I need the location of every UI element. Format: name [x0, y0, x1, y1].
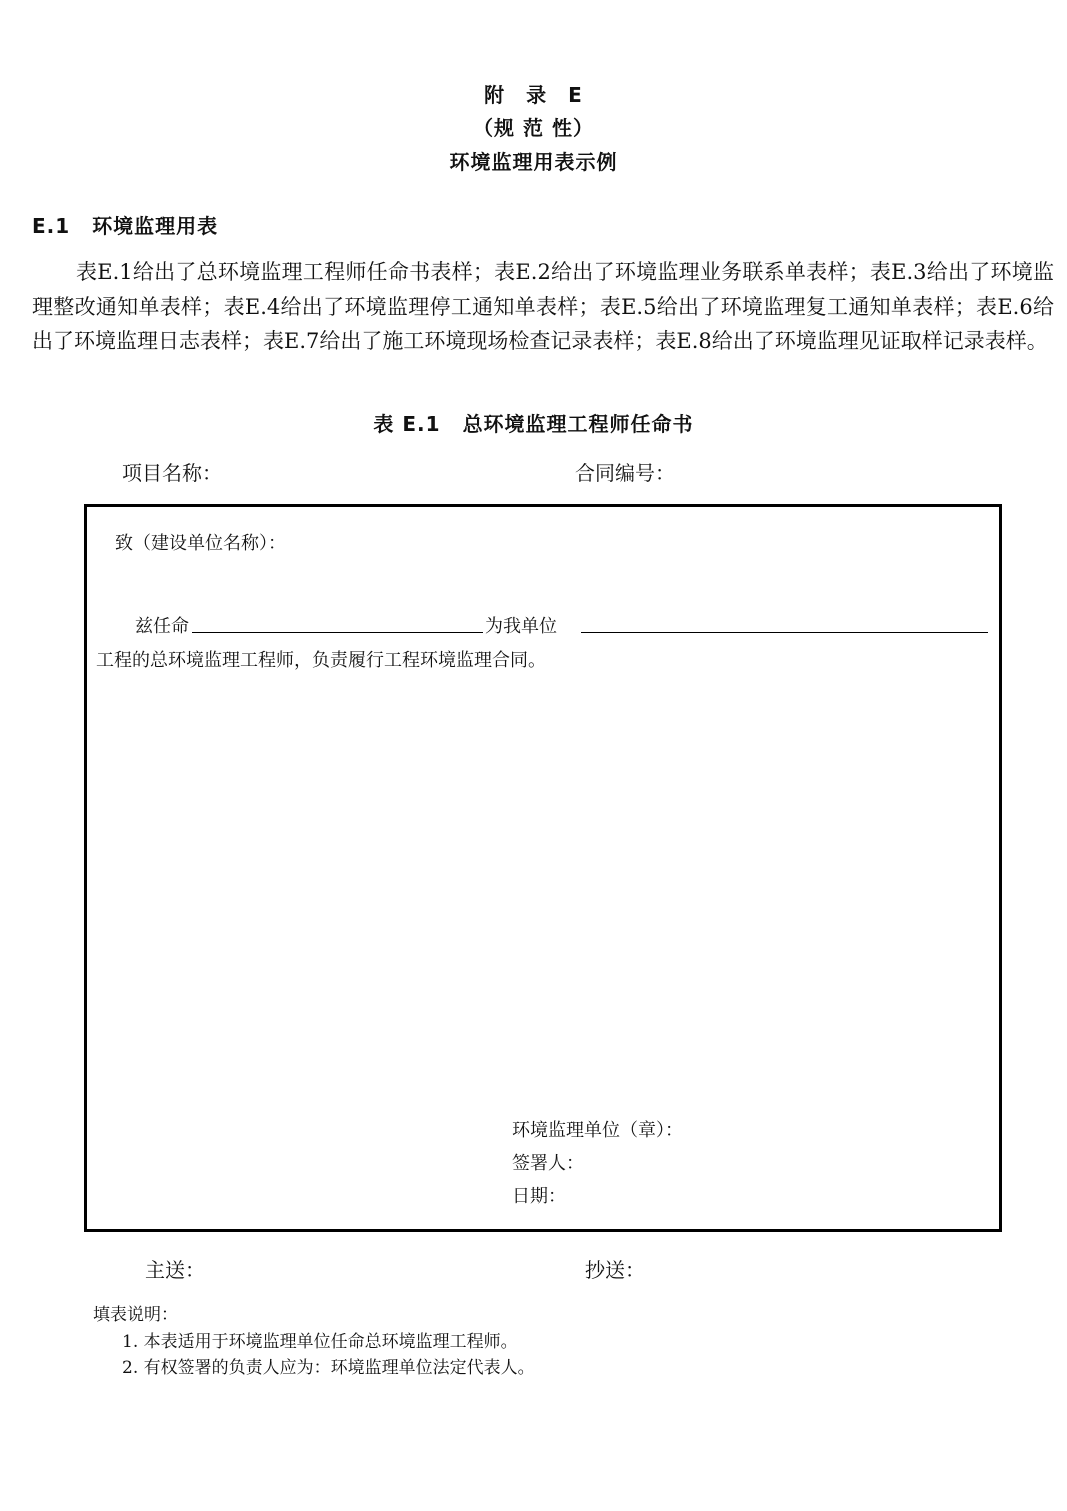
appendix-title: 环境监理用表示例	[449, 150, 618, 174]
table-caption-number: 表 E.1	[373, 412, 441, 436]
appoint-suffix: 工程的总环境监理工程师，负责履行工程环境监理合同。	[96, 650, 546, 671]
table-caption-title: 总环境监理工程师任命书	[462, 412, 694, 436]
project-name-blank[interactable]	[581, 632, 988, 633]
section-number: E.1	[32, 214, 71, 238]
appendix-nature: （规 范 性）	[473, 116, 594, 140]
cc-label: 抄送：	[585, 1258, 645, 1282]
to-label: 致（建设单位名称）：	[115, 533, 286, 554]
note-item: 2. 有权签署的负责人应为：环境监理单位法定代表人。	[122, 1358, 535, 1378]
signer-label: 签署人：	[512, 1153, 584, 1174]
section-title: 环境监理用表	[92, 214, 219, 238]
project-name-label: 项目名称：	[122, 461, 222, 485]
note-item: 1. 本表适用于环境监理单位任命总环境监理工程师。	[122, 1332, 518, 1352]
section-heading	[32, 210, 218, 239]
section-paragraph: 表E.1给出了总环境监理工程师任命书表样；表E.2给出了环境监理业务联系单表样；表E.3给出了环境监理整改通知单表样；表E.4给出了环境监理停工通知单表样；表E.5给出了环境监理复工通知单表样；表E.6给出了环境监理日志表样；表E.7给出了施工环境现场检查记录表样；表E.8给出了环境监理见证取样记录表样。	[32, 260, 1054, 353]
notes-title: 填表说明：	[93, 1305, 178, 1325]
date-label: 日期：	[512, 1186, 566, 1207]
appointee-name-blank[interactable]	[192, 632, 483, 633]
appoint-prefix: 兹任命	[135, 616, 189, 637]
appendix-label: 附 录 E	[484, 83, 583, 107]
unit-seal-label: 环境监理单位（章）：	[512, 1120, 683, 1141]
appoint-middle: 为我单位	[485, 616, 557, 637]
table-caption	[0, 408, 1067, 437]
contract-no-label: 合同编号：	[575, 461, 675, 485]
main-to-label: 主送：	[145, 1258, 205, 1282]
